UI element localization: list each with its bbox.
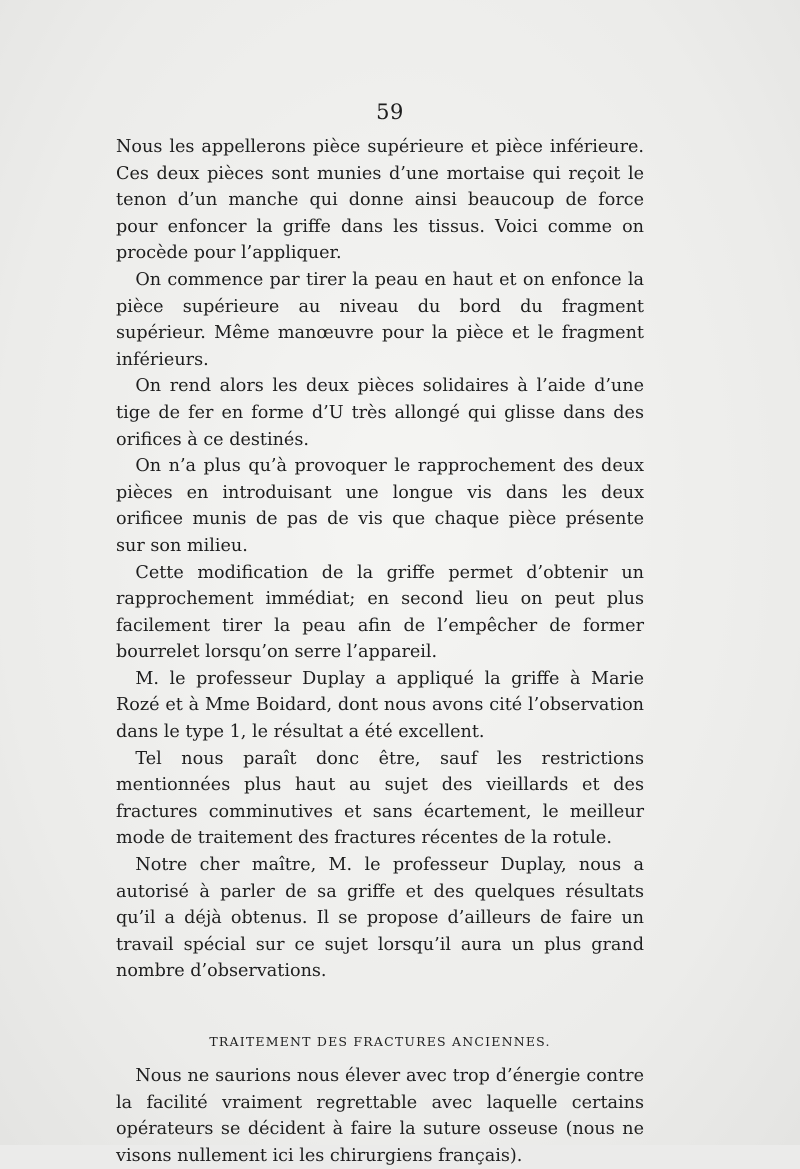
paragraph: Notre cher maître, M. le professeur Duplay, nous a autorisé à parler de sa griffe et des quelques résultats qu’il a déjà obtenus. Il se propose d’ailleurs de faire un travail spécial sur ce sujet lorsqu’il aura un plus grand nombre d’observations. [116, 855, 644, 982]
body-text [116, 134, 644, 1169]
section-heading: TRAITEMENT DES FRACTURES ANCIENNES. [209, 1034, 551, 1049]
paragraph: Tel nous paraît donc être, sauf les restrictions mentionnées plus haut au sujet des vieillards et des fractures comminutives et sans écartement, le meilleur mode de traitement des fractures récentes de la rotule. [116, 748, 644, 849]
paragraph: On n’a plus qu’à provoquer le rapprochement des deux pièces en introduisant une longue vis dans les deux orificee munis de pas de vis que chaque pièce présente sur son milieu. [116, 456, 644, 556]
page-number: 59 [376, 100, 404, 124]
paragraph: M. le professeur Duplay a appliqué la griffe à Marie Rozé et à Mme Boidard, dont nous avons cité l’observation dans le type 1, le résultat a été excellent. [116, 668, 644, 743]
paragraph: Cette modification de la griffe permet d’obtenir un rapprochement immédiat; en second lieu on peut plus facilement tirer la peau afin de l’empêcher de former bourrelet lorsqu’on serre l’appareil. [116, 562, 644, 663]
paragraph: Nous les appellerons pièce supérieure et pièce inférieure. Ces deux pièces sont munies d’une mortaise qui reçoit le tenon d’un manche qui donne ainsi beaucoup de force pour enfoncer la griffe dans les tissus. Voici comme on procède pour l’appliquer. [116, 137, 644, 264]
closing-paragraph: Nous ne saurions nous élever avec trop d’énergie contre la facilité vraiment regrettable avec laquelle certains opérateurs se décident à faire la suture osseuse (nous ne visons nullement ici les chirurgiens français). [116, 1066, 644, 1166]
paragraph: On commence par tirer la peau en haut et on enfonce la pièce supérieure au niveau du bord du fragment supérieur. Même manœuvre pour la pièce et le fragment inférieurs. [116, 269, 644, 370]
paragraph: On rend alors les deux pièces solidaires à l’aide d’une tige de fer en forme d’U très allongé qui glisse dans des orifices à ce destinés. [116, 376, 644, 450]
